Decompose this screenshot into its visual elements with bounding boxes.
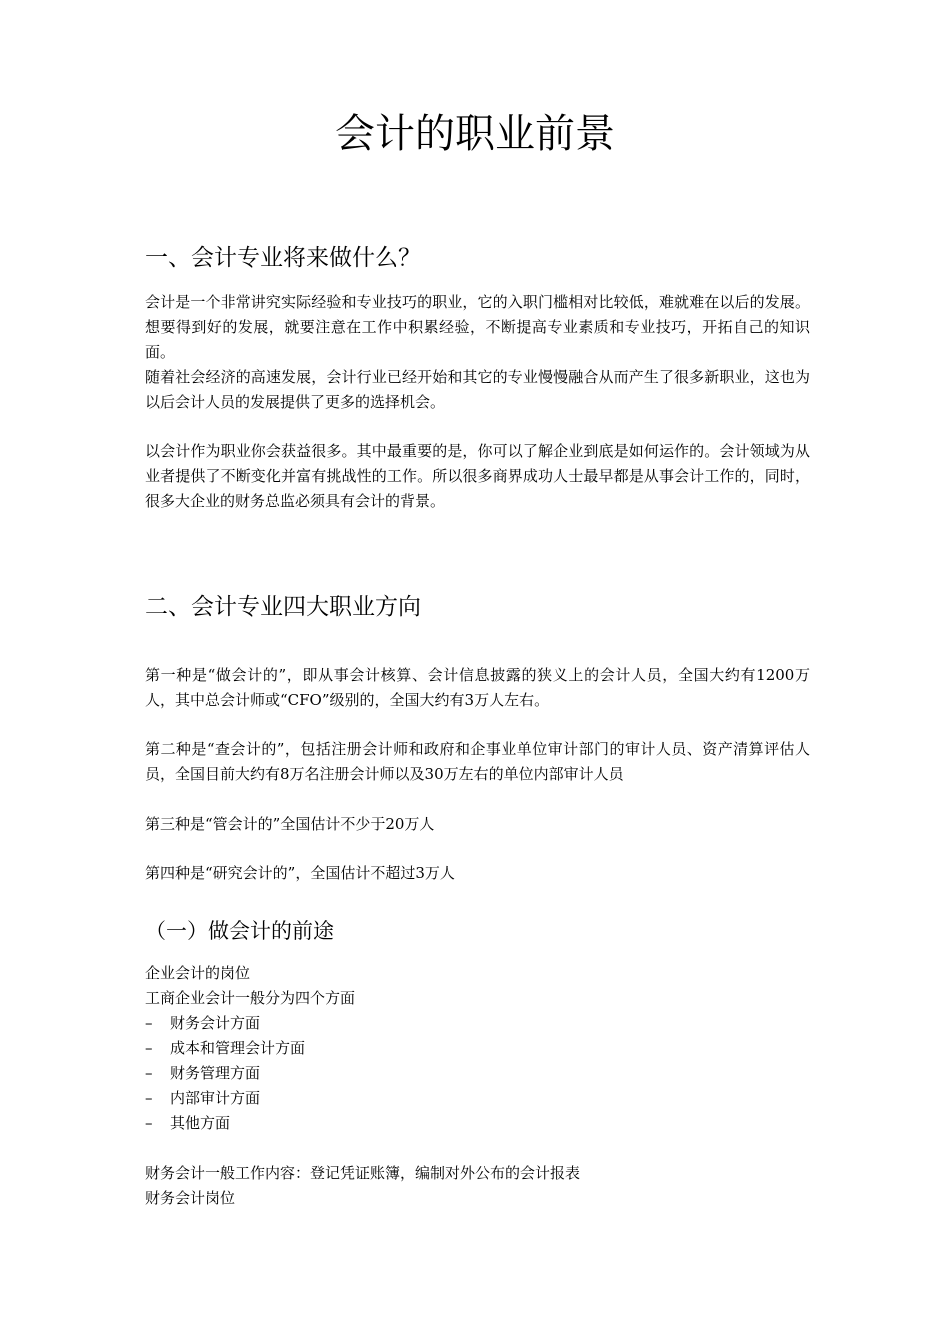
subsection-heading-1: （一）做会计的前途 (145, 919, 334, 943)
section2-paragraph-3: 第三种是“管会计的”全国估计不少于20万人 (145, 815, 435, 833)
section-heading-2: 二、会计专业四大职业方向 (145, 594, 421, 620)
page-title: 会计的职业前景 (335, 111, 615, 157)
list-item-text: 财务会计方面 (170, 1014, 261, 1032)
list-item (145, 1111, 230, 1136)
list-item (145, 1011, 260, 1036)
dash-bullet: – (145, 1039, 153, 1057)
dash-bullet: – (145, 1014, 153, 1032)
dash-bullet: – (145, 1064, 153, 1082)
subsection1-line-3: 财务会计一般工作内容：登记凭证账簿，编制对外公布的会计报表 (145, 1164, 581, 1182)
list-item-text: 财务管理方面 (170, 1064, 261, 1082)
list-item (145, 1086, 260, 1111)
dash-bullet: – (145, 1089, 153, 1107)
subsection1-line-4: 财务会计岗位 (145, 1189, 236, 1207)
list-item-text: 成本和管理会计方面 (170, 1039, 306, 1057)
subsection1-line-2: 工商企业会计一般分为四个方面 (145, 989, 356, 1007)
section1-paragraph-2: 随着社会经济的高速发展，会计行业已经开始和其它的专业慢慢融合从而产生了很多新职业，这也为以后会计人员的发展提供了更多的选择机会。 (145, 368, 810, 411)
section2-paragraph-1: 第一种是“做会计的”，即从事会计核算、会计信息披露的狭义上的会计人员，全国大约有1200万人，其中总会计师或“CFO”级别的，全国大约有3万人左右。 (145, 666, 810, 709)
subsection1-line-1: 企业会计的岗位 (145, 964, 251, 982)
section1-paragraph-1: 会计是一个非常讲究实际经验和专业技巧的职业，它的入职门槛相对比较低，难就难在以后的发展。想要得到好的发展，就要注意在工作中积累经验，不断提高专业素质和专业技巧，开拓自己的知识面。 (145, 293, 810, 361)
section2-paragraph-2: 第二种是“查会计的”，包括注册会计师和政府和企事业单位审计部门的审计人员、资产清算评估人员，全国目前大约有8万名注册会计师以及30万左右的单位内部审计人员 (145, 740, 810, 783)
section-heading-1: 一、会计专业将来做什么？ (145, 245, 421, 271)
list-item (145, 1061, 260, 1086)
dash-bullet: – (145, 1114, 153, 1132)
section1-paragraph-3: 以会计作为职业你会获益很多。其中最重要的是，你可以了解企业到底是如何运作的。会计领域为从业者提供了不断变化并富有挑战性的工作。所以很多商界成功人士最早都是从事会计工作的，同时，很多大企业的财务总监必须具有会计的背景。 (145, 442, 810, 510)
list-item (145, 1036, 305, 1061)
list-item-text: 内部审计方面 (170, 1089, 261, 1107)
section2-paragraph-4: 第四种是“研究会计的”，全国估计不超过3万人 (145, 864, 455, 882)
list-item-text: 其他方面 (170, 1114, 231, 1132)
